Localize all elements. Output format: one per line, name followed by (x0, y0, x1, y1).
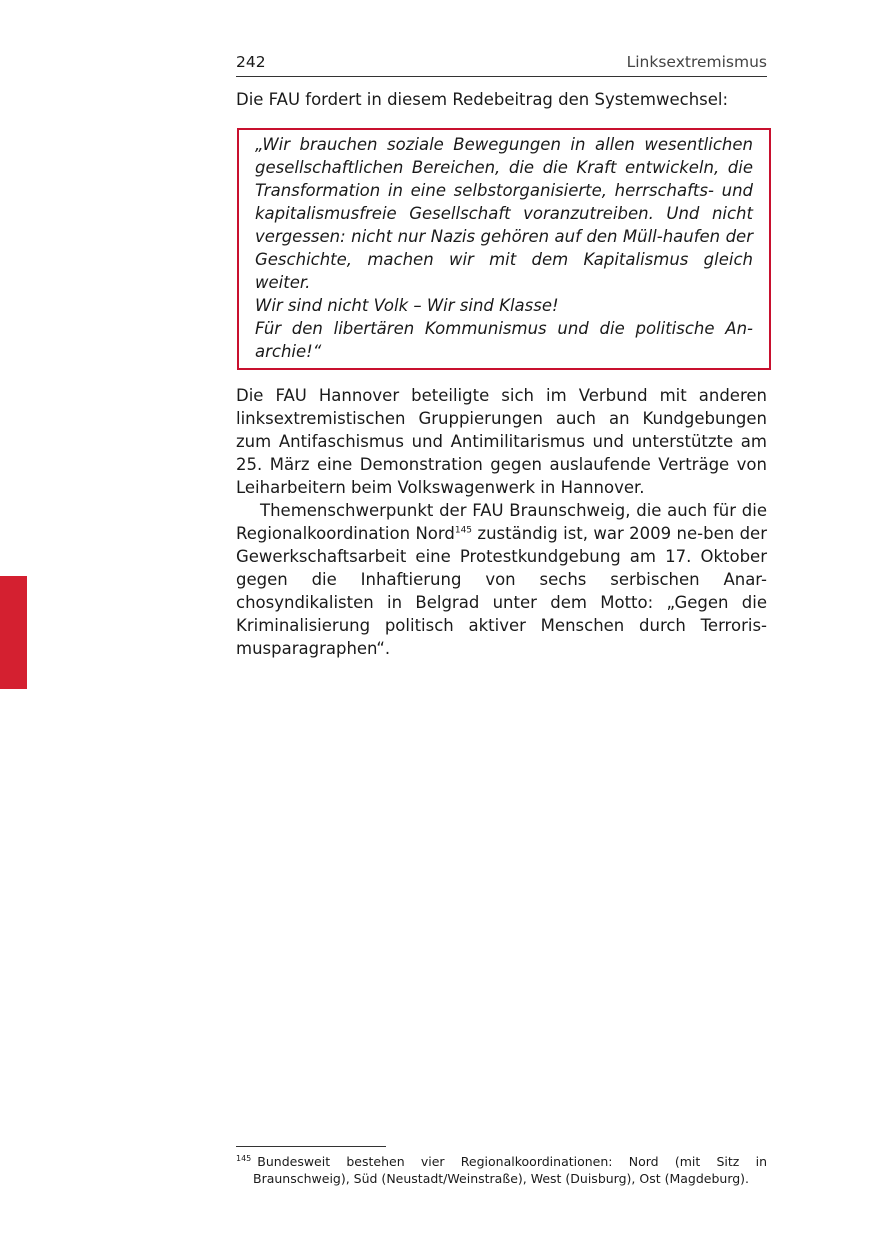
quote-slogan-2: Für den libertären Kommunismus und die politische An-archie!“ (255, 319, 753, 361)
page-number: 242 (236, 53, 266, 71)
running-title: Linksextremismus (626, 53, 767, 71)
chapter-color-tab (0, 576, 27, 689)
paragraph-part-2: zuständig ist, war 2009 ne-ben der Gewerkschaftsarbeit eine Protestkundgebung am 17. Oktober gegen die Inhaftierung von sechs serbischen Anar-chosyndikalisten in Belgrad unter dem Motto: „Gegen die Kriminalisierung politisch aktiver Menschen durch Terroris-musparagraphen“. (236, 524, 767, 658)
intro-paragraph: Die FAU fordert in diesem Redebeitrag den Systemwechsel: (236, 90, 729, 109)
footnote-text: Bundesweit bestehen vier Regionalkoordinationen: Nord (mit Sitz in Braunschweig), Süd (Neustadt/Weinstraße), West (Duisburg), Ost (Magdeburg). (253, 1154, 767, 1187)
page-header (236, 50, 767, 77)
footnote-number: 145 (236, 1154, 252, 1163)
footnote-divider (236, 1146, 386, 1147)
quote-box (237, 128, 771, 370)
paragraph-fau-braunschweig (236, 499, 767, 660)
footnote-reference[interactable]: 145 (454, 525, 473, 536)
quote-slogan-1: Wir sind nicht Volk – Wir sind Klasse! (255, 296, 559, 315)
paragraph-fau-hannover: Die FAU Hannover beteiligte sich im Verbund mit anderen linksextremistischen Gruppierungen auch an Kundgebungen zum Antifaschismus und Antimilitarismus und unterstützte am 25. März eine Demonstration gegen auslaufende Verträge von Leiharbeitern beim Volkswagenwerk in Hannover. (236, 386, 767, 497)
body-section (236, 384, 767, 660)
footnote (236, 1150, 767, 1187)
quote-text: „Wir brauchen soziale Bewegungen in allen wesentlichen gesellschaftlichen Bereichen, die die Kraft entwickeln, die Transformation in eine selbstorganisierte, herrschafts- und kapitalismusfreie Gesellschaft voranzutreiben. Und nicht vergessen: nicht nur Nazis gehören auf den Müll-haufen der Geschichte, machen wir mit dem Kapitalismus gleich weiter. (255, 135, 753, 292)
paragraph-part-1: Themenschwerpunkt der FAU Braunschweig, die auch für die Regionalkoordination Nord (236, 501, 767, 543)
